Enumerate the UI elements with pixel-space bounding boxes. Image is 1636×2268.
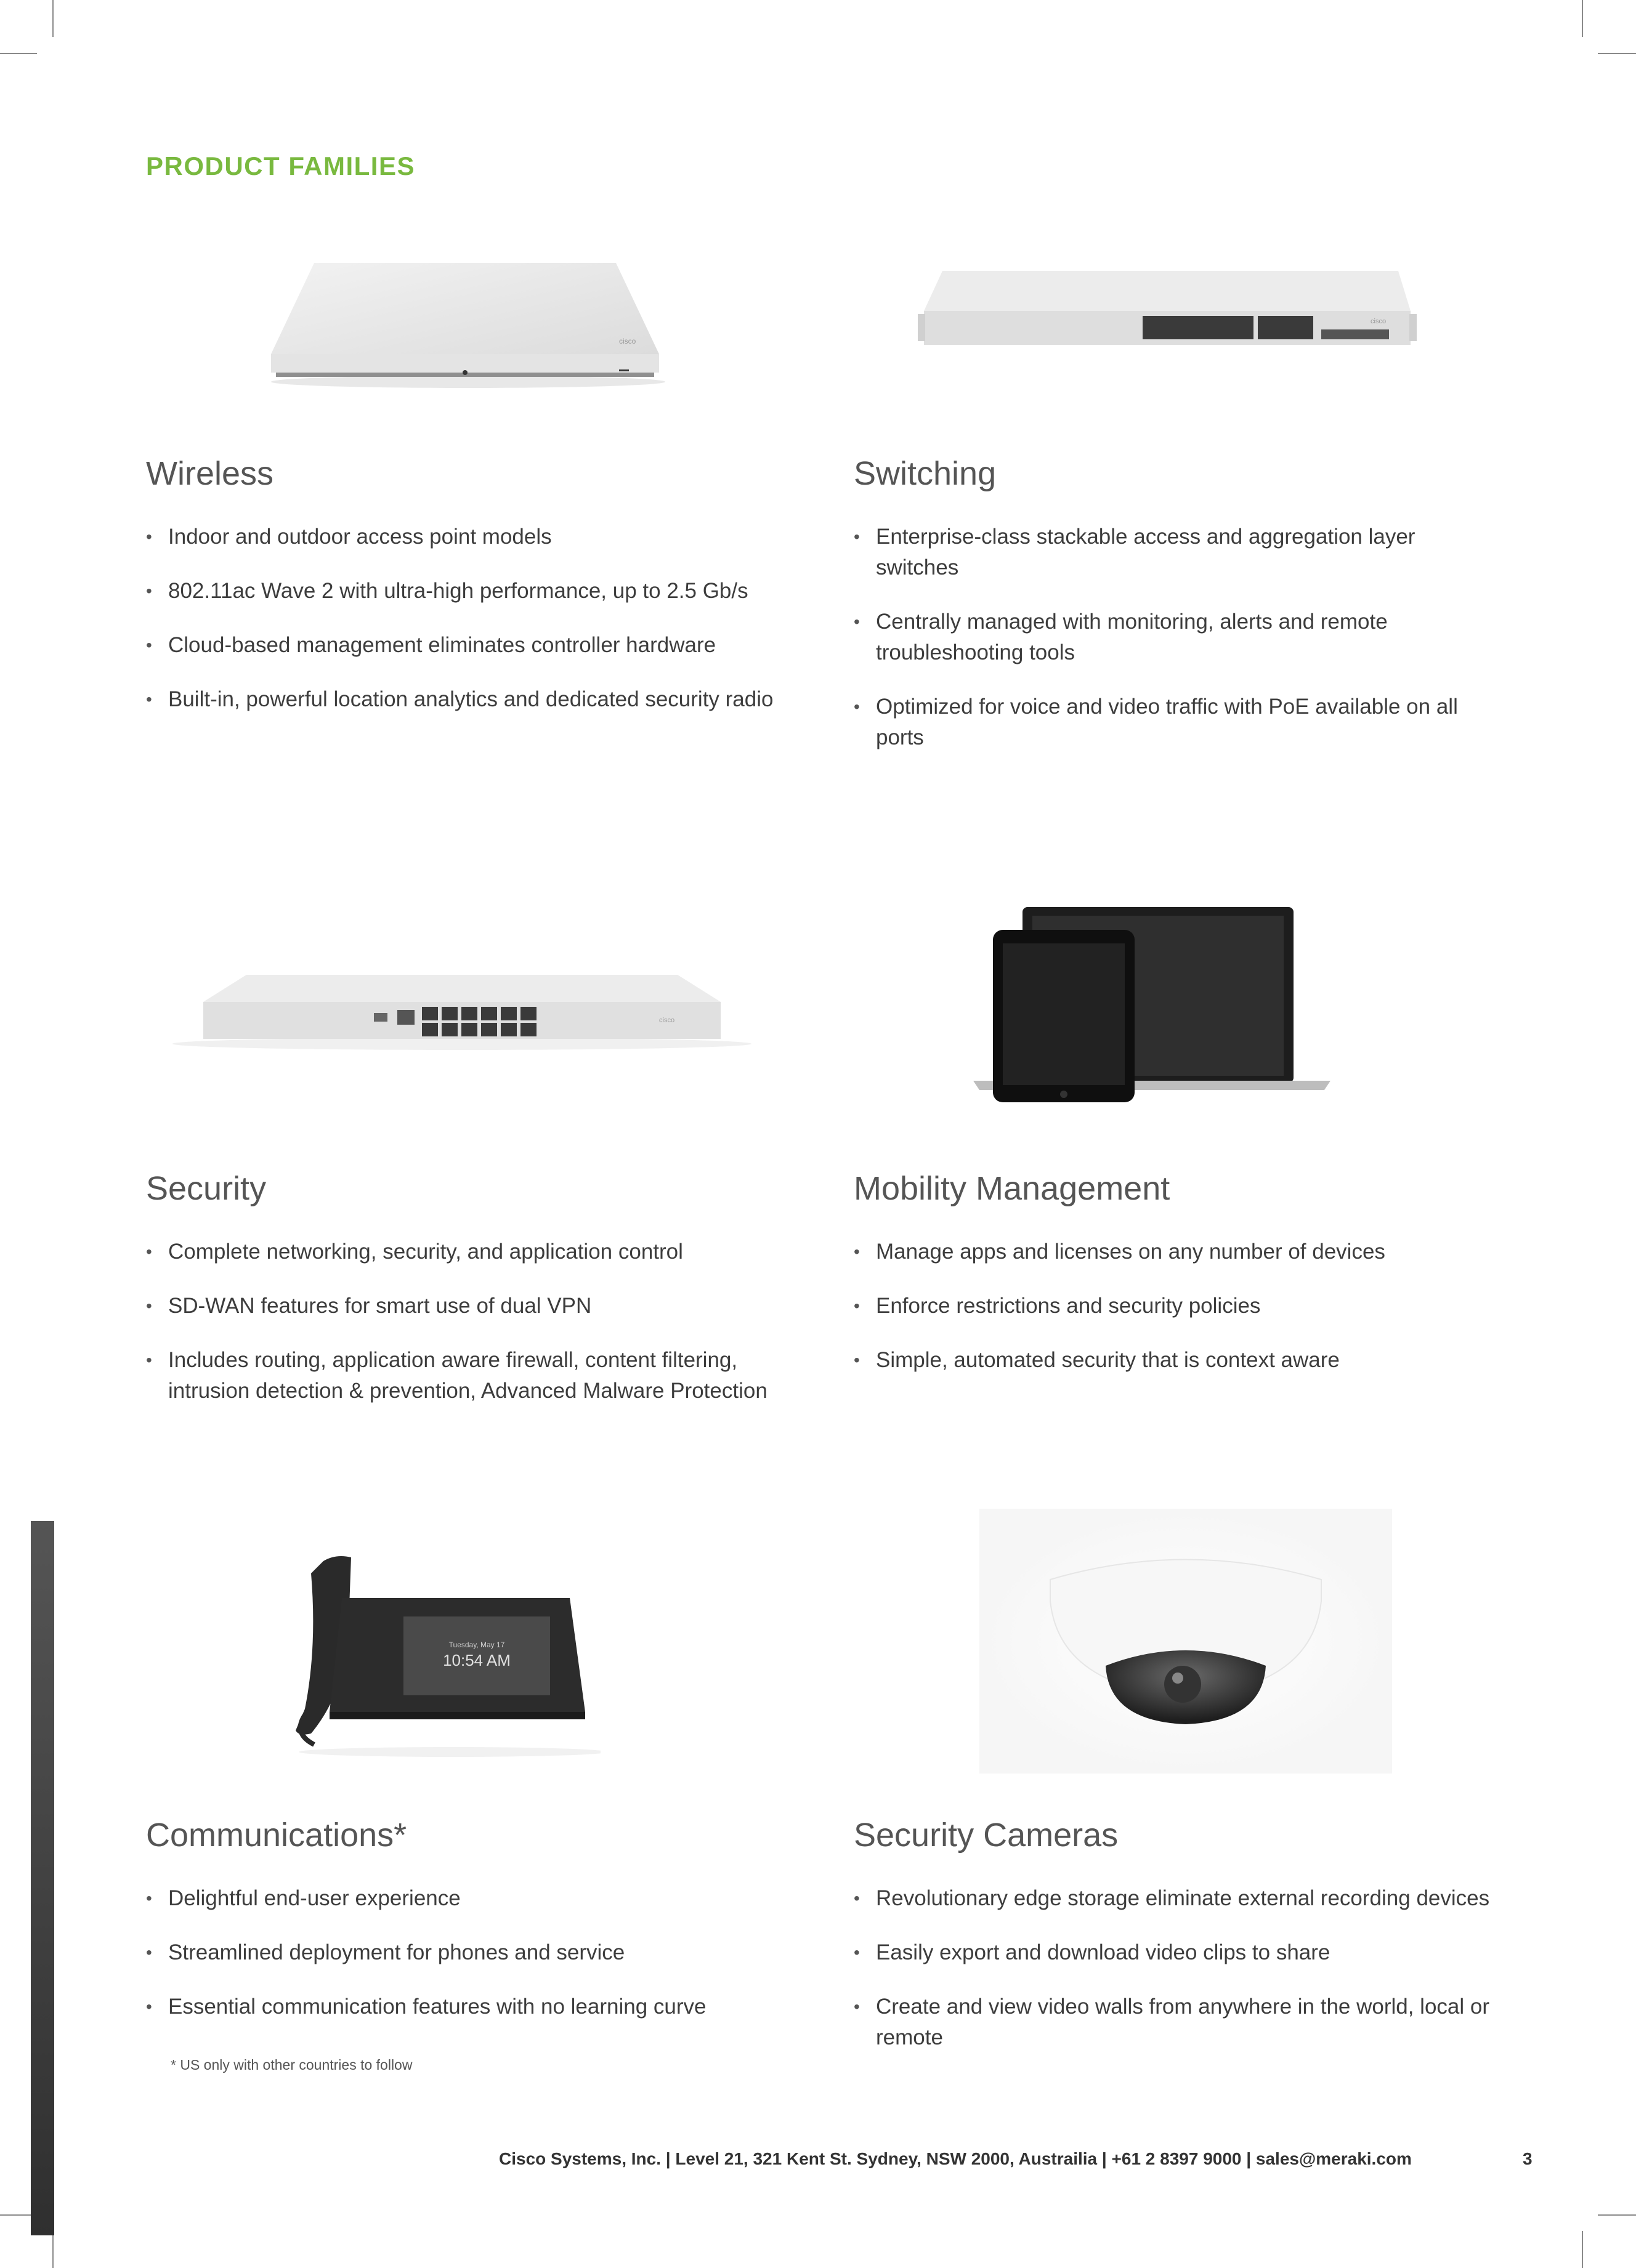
phone-screen-date: Tuesday, May 17 — [448, 1640, 505, 1649]
list-item: • Streamlined deployment for phones and service — [146, 1937, 787, 1968]
list-item: • Delightful end-user experience — [146, 1883, 787, 1914]
page-heading: PRODUCT FAMILIES — [146, 151, 416, 180]
crop-mark — [1598, 2214, 1636, 2216]
list-item: • Indoor and outdoor access point models — [146, 522, 787, 552]
footer-contact: Cisco Systems, Inc. | Level 21, 321 Kent St. Sydney, NSW 2000, Austrailia | +61 2 8397 9000 | sales@meraki.com — [499, 2149, 1412, 2168]
list-item: • SD-WAN features for smart use of dual VPN — [146, 1291, 787, 1322]
crop-mark — [1582, 0, 1583, 37]
bullet-list — [146, 1237, 787, 1406]
list-item: • Enforce restrictions and security policies — [854, 1291, 1494, 1322]
bullet-list — [854, 522, 1494, 753]
security-appliance-image — [166, 970, 758, 1053]
bullet-list — [146, 1883, 787, 2022]
svg-text:cisco: cisco — [1371, 318, 1387, 325]
mobility-devices-image — [973, 902, 1330, 1105]
section-switching — [854, 454, 1494, 777]
switch-image — [918, 265, 1417, 357]
list-item: • Cloud-based management eliminates controller hardware — [146, 630, 787, 661]
wireless-access-point-image — [259, 256, 678, 391]
list-item: • Easily export and download video clips to share — [854, 1937, 1494, 1968]
crop-mark — [1582, 2231, 1583, 2268]
bullet-list — [146, 522, 787, 715]
section-wireless — [146, 454, 787, 738]
footnote: * US only with other countries to follow — [171, 2057, 413, 2073]
svg-text:cisco: cisco — [619, 337, 636, 345]
bullet-list — [854, 1883, 1494, 2053]
section-communications — [146, 1815, 787, 2046]
section-title: Communications* — [146, 1817, 407, 1854]
desk-phone-image — [280, 1549, 601, 1758]
list-item: • Manage apps and licenses on any number of devices — [854, 1237, 1494, 1267]
section-title: Security Cameras — [854, 1817, 1119, 1854]
list-item: • Essential communication features with no learning curve — [146, 1992, 787, 2022]
list-item: • Includes routing, application aware firewall, content filtering, intrusion detection & prevention, Advanced Malware Protection — [146, 1345, 787, 1406]
list-item: • Complete networking, security, and application control — [146, 1237, 787, 1267]
bullet-list — [854, 1237, 1494, 1376]
page-number: 3 — [1523, 2149, 1533, 2168]
list-item: • Optimized for voice and video traffic with PoE available on all ports — [854, 692, 1494, 753]
svg-text:cisco: cisco — [659, 1017, 675, 1024]
section-title: Wireless — [146, 455, 274, 492]
crop-mark — [52, 0, 54, 37]
section-security — [146, 1169, 787, 1430]
section-title: Switching — [854, 455, 997, 492]
section-mobility-management — [854, 1169, 1494, 1399]
list-item: • Enterprise-class stackable access and aggregation layer switches — [854, 522, 1494, 583]
list-item: • Create and view video walls from anywhere in the world, local or remote — [854, 1992, 1494, 2053]
list-item: • Built-in, powerful location analytics and dedicated security radio — [146, 684, 787, 715]
security-camera-image — [979, 1509, 1392, 1774]
sidebar-bar — [31, 1521, 54, 2235]
crop-mark — [0, 53, 37, 54]
crop-mark — [52, 2231, 54, 2268]
crop-mark — [1598, 53, 1636, 54]
section-title: Security — [146, 1170, 267, 1207]
list-item: • Revolutionary edge storage eliminate external recording devices — [854, 1883, 1494, 1914]
section-title: Mobility Management — [854, 1170, 1170, 1207]
list-item: • Simple, automated security that is context aware — [854, 1345, 1494, 1376]
phone-screen-time: 10:54 AM — [443, 1651, 511, 1669]
list-item: • 802.11ac Wave 2 with ultra-high performance, up to 2.5 Gb/s — [146, 576, 787, 607]
section-security-cameras — [854, 1815, 1494, 2076]
list-item: • Centrally managed with monitoring, alerts and remote troubleshooting tools — [854, 607, 1494, 668]
